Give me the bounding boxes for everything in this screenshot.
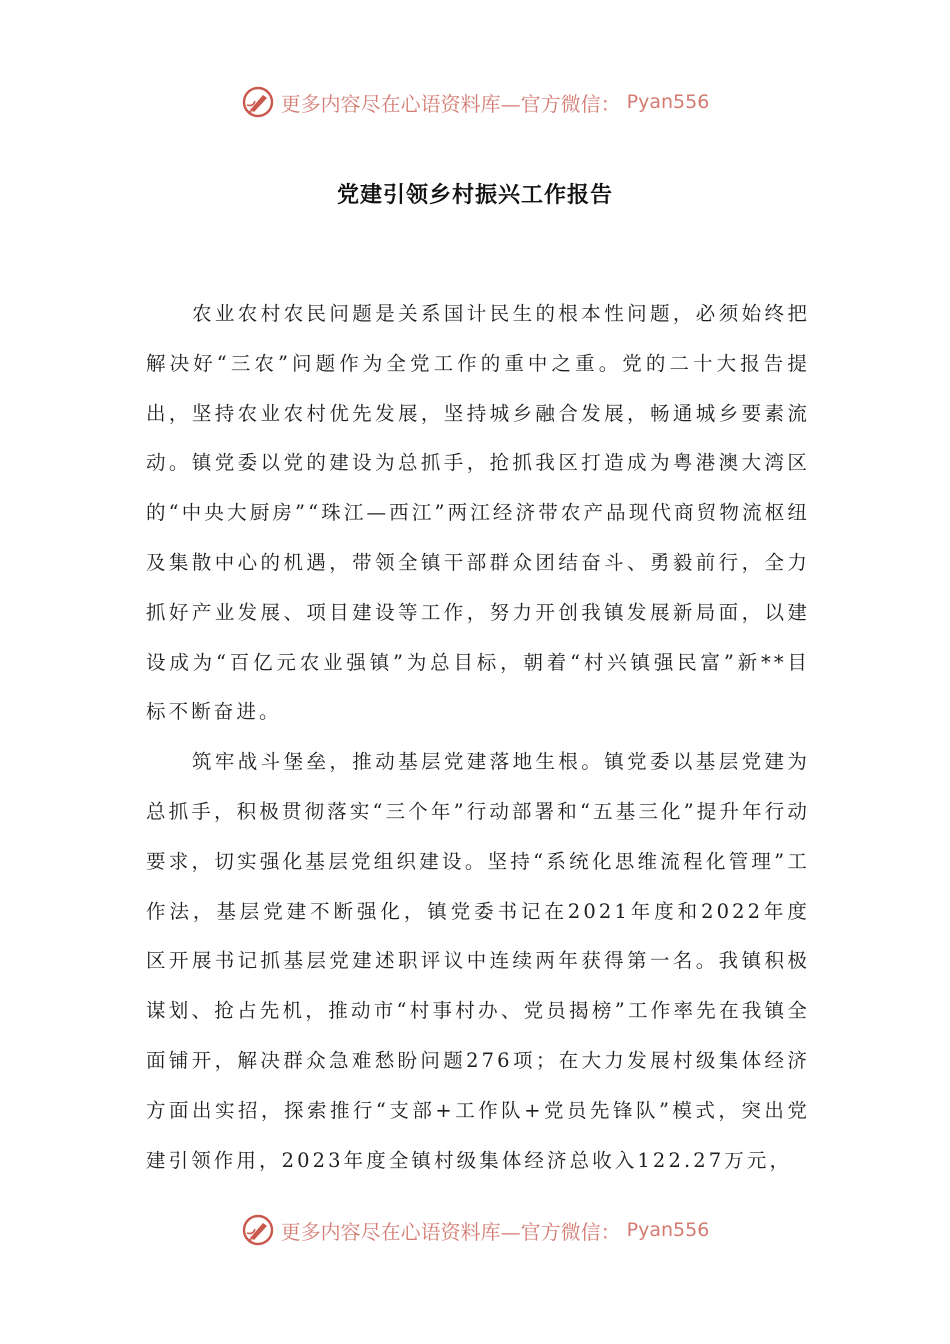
document-title: 党建引领乡村振兴工作报告 [336,182,613,208]
watermark-wechat-id: Pyan556 [626,91,710,113]
watermark-wechat-id: Pyan556 [626,1219,710,1241]
document-body [146,289,810,1185]
footer-watermark [0,1210,950,1250]
paragraph: 农业农村农民问题是关系国计民生的根本性问题，必须始终把解决好“三农”问题作为全党工作的重中之重。党的二十大报告提出，坚持农业农村优先发展，坚持城乡融合发展，畅通城乡要素流动。镇党委以党的建设为总抓手，抢抓我区打造成为粤港澳大湾区的“中央大厨房”“珠江—西江”两江经济带农产品现代商贸物流枢纽及集散中心的机遇，带领全镇干部群众团结奋斗、勇毅前行，全力抓好产业发展、项目建设等工作，努力开创我镇发展新局面，以建设成为“百亿元农业强镇”为总目标，朝着“村兴镇强民富”新**目标不断奋进。 [146,302,810,724]
watermark-text: 更多内容尽在心语资料库—官方微信： [280,1219,621,1244]
pen-logo-icon [241,85,275,119]
pen-logo-icon [241,1213,275,1247]
header-watermark [0,82,950,122]
paragraph: 筑牢战斗堡垒，推动基层党建落地生根。镇党委以基层党建为总抓手，积极贯彻落实“三个年”行动部署和“五基三化”提升年行动要求，切实强化基层党组织建设。坚持“系统化思维流程化管理”工作法，基层党建不断强化，镇党委书记在2021年度和2022年度区开展书记抓基层党建述职评议中连续两年获得第一名。我镇积极谋划、抢占先机，推动市“村事村办、党员揭榜”工作率先在我镇全面铺开，解决群众急难愁盼问题276项；在大力发展村级集体经济方面出实招，探索推行“支部+工作队+党员先锋队”模式，突出党建引领作用，2023年度全镇村级集体经济总收入122.27万元， [146,750,810,1172]
watermark-text: 更多内容尽在心语资料库—官方微信： [280,91,621,116]
